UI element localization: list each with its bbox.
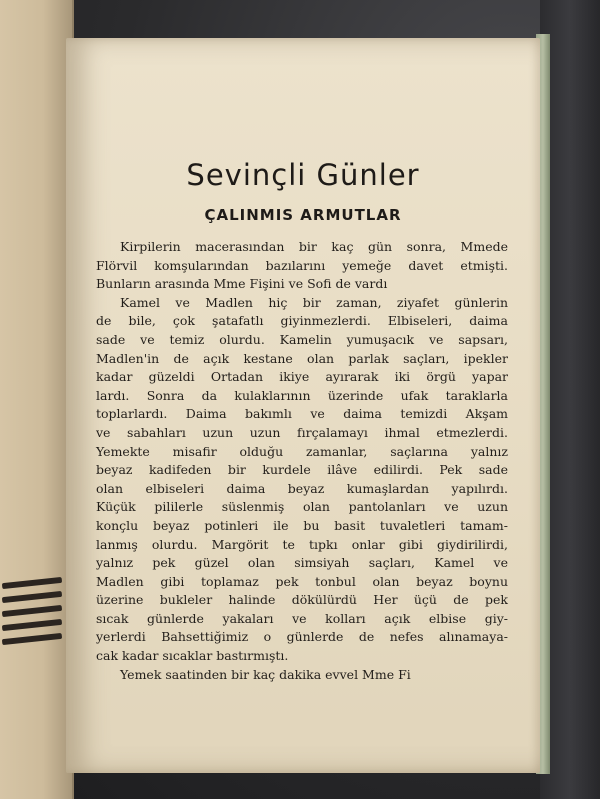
text-line: yalnız pek güzel olan simsiyah saçları, Kamel ve [96,555,508,571]
text-line: beyaz kadifeden bir kurdele ilâve edilirdi. Pek sade [96,462,508,478]
left-page-print-marks [2,572,62,682]
text-line: Yemekte misafir olduğu zamanlar, saçlarına yalnız [96,443,508,459]
text-line: üzerine bukleler halinde dökülürdü Her üçü de pek [96,592,508,608]
left-facing-page [0,0,74,799]
book-page [66,38,540,773]
text-line: Kamel ve Madlen hiç bir zaman, ziyafet günlerin [120,294,508,310]
text-line: sıcak günlerde yakaları ve kolları açık elbise giy- [96,610,508,626]
text-line: sade ve temiz olurdu. Kamelin yumuşacık ve sapsarı, [96,331,508,347]
text-line: yerlerdi Bahsettiğimiz o günlerde de nefes alınamaya- [96,629,508,645]
text-line: Kirpilerin macerasından bir kaç gün sonra, Mmede [120,239,508,254]
chapter-heading: ÇALINMIS ARMUTLAR [204,206,402,224]
text-line: kadar güzeldi Ortadan ikiye ayırarak iki örgü yapar [96,369,508,385]
text-line: Bunların arasında Mme Fişini ve Sofi de vardı [96,276,388,292]
text-line: Flörvil komşularından bazılarını yemeğe davet etmişti. [96,257,508,273]
text-line: ve sabahları uzun uzun fırçalamayı ihmal etmezlerdi. [96,424,508,440]
body-text [96,238,508,684]
page-title: Sevinçli Günler [186,158,420,192]
text-line: lanmış olurdu. Margörit te tıpkı onlar gibi giydirilirdi, [96,536,508,552]
text-line: konçlu beyaz potinleri ile bu basit tuvaletleri tamam- [96,517,508,533]
text-line: de bile, çok şatafatlı giyinmezlerdi. Elbiseleri, daima [96,313,508,329]
text-line: Küçük pililerle süslenmiş olan pantolanları ve uzun [96,499,508,515]
text-line: Yemek saatinden bir kaç dakika evvel Mme Fi [120,666,411,682]
text-line: Madlen gibi toplamaz pek tonbul olan beyaz boynu [96,573,508,589]
text-line: Madlen'in de açık kestane olan parlak saçları, ipekler [96,350,508,366]
text-line: olan elbiseleri daima beyaz kumaşlardan yapılırdı. [96,480,508,496]
text-line: toplarlardı. Daima bakımlı ve daima temizdi Akşam [96,406,508,422]
text-line: lardı. Sonra da kulaklarının üzerinde ufak taraklarla [96,387,508,403]
text-line: cak kadar sıcaklar bastırmıştı. [96,648,289,664]
